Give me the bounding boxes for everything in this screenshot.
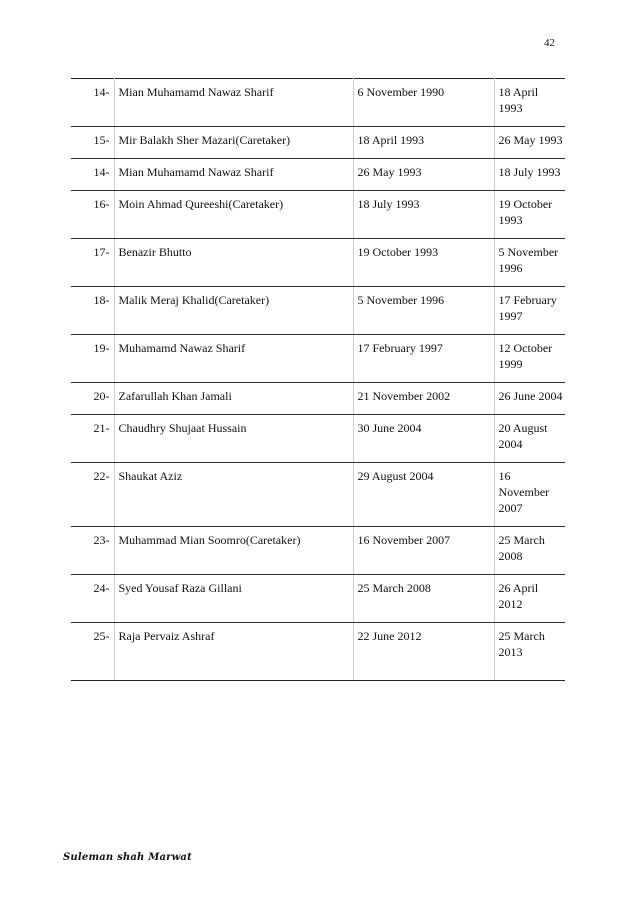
prime-minister-name: Benazir Bhutto <box>114 239 353 287</box>
term-end-date: 20 August 2004 <box>494 415 565 463</box>
term-end-date: 17 February 1997 <box>494 287 565 335</box>
prime-minister-name: Zafarullah Khan Jamali <box>114 383 353 415</box>
term-end-date: 25 March 2013 <box>494 623 565 681</box>
table-row <box>71 191 565 239</box>
term-start-date: 18 April 1993 <box>353 127 494 159</box>
author-signature: Suleman shah Marwat <box>63 852 192 863</box>
term-start-date: 18 July 1993 <box>353 191 494 239</box>
row-number: 17- <box>71 239 114 287</box>
row-number: 20- <box>71 383 114 415</box>
row-number: 14- <box>71 79 114 127</box>
term-end-date: 26 May 1993 <box>494 127 565 159</box>
row-number: 16- <box>71 191 114 239</box>
term-start-date: 25 March 2008 <box>353 575 494 623</box>
term-end-date: 5 November 1996 <box>494 239 565 287</box>
prime-minister-name: Raja Pervaiz Ashraf <box>114 623 353 681</box>
term-start-date: 22 June 2012 <box>353 623 494 681</box>
prime-minister-name: Malik Meraj Khalid(Caretaker) <box>114 287 353 335</box>
term-start-date: 6 November 1990 <box>353 79 494 127</box>
row-number: 24- <box>71 575 114 623</box>
term-end-date: 12 October 1999 <box>494 335 565 383</box>
prime-minister-name: Moin Ahmad Qureeshi(Caretaker) <box>114 191 353 239</box>
page-number: 42 <box>544 37 555 49</box>
table-row <box>71 575 565 623</box>
term-end-date: 25 March 2008 <box>494 527 565 575</box>
table-row <box>71 287 565 335</box>
prime-minister-name: Shaukat Aziz <box>114 463 353 527</box>
term-start-date: 19 October 1993 <box>353 239 494 287</box>
term-start-date: 30 June 2004 <box>353 415 494 463</box>
row-number: 22- <box>71 463 114 527</box>
term-end-date: 19 October 1993 <box>494 191 565 239</box>
table-row <box>71 79 565 127</box>
prime-minister-name: Syed Yousaf Raza Gillani <box>114 575 353 623</box>
prime-ministers-table <box>71 78 565 681</box>
row-number: 19- <box>71 335 114 383</box>
term-start-date: 29 August 2004 <box>353 463 494 527</box>
term-start-date: 21 November 2002 <box>353 383 494 415</box>
table-row <box>71 463 565 527</box>
term-start-date: 16 November 2007 <box>353 527 494 575</box>
prime-minister-name: Chaudhry Shujaat Hussain <box>114 415 353 463</box>
row-number: 25- <box>71 623 114 681</box>
table-body <box>71 79 565 681</box>
term-end-date: 18 July 1993 <box>494 159 565 191</box>
table-row <box>71 239 565 287</box>
term-start-date: 17 February 1997 <box>353 335 494 383</box>
row-number: 14- <box>71 159 114 191</box>
row-number: 15- <box>71 127 114 159</box>
term-start-date: 5 November 1996 <box>353 287 494 335</box>
row-number: 18- <box>71 287 114 335</box>
table-row <box>71 127 565 159</box>
term-end-date: 16 November 2007 <box>494 463 565 527</box>
row-number: 21- <box>71 415 114 463</box>
table-row <box>71 159 565 191</box>
term-start-date: 26 May 1993 <box>353 159 494 191</box>
prime-minister-name: Muhamamd Nawaz Sharif <box>114 335 353 383</box>
term-end-date: 18 April 1993 <box>494 79 565 127</box>
term-end-date: 26 April 2012 <box>494 575 565 623</box>
table-row <box>71 623 565 681</box>
prime-minister-name: Mir Balakh Sher Mazari(Caretaker) <box>114 127 353 159</box>
table-row <box>71 383 565 415</box>
prime-minister-name: Muhammad Mian Soomro(Caretaker) <box>114 527 353 575</box>
prime-minister-name: Mian Muhamamd Nawaz Sharif <box>114 79 353 127</box>
row-number: 23- <box>71 527 114 575</box>
term-end-date: 26 June 2004 <box>494 383 565 415</box>
prime-minister-name: Mian Muhamamd Nawaz Sharif <box>114 159 353 191</box>
table-row <box>71 527 565 575</box>
table-row <box>71 415 565 463</box>
table-row <box>71 335 565 383</box>
